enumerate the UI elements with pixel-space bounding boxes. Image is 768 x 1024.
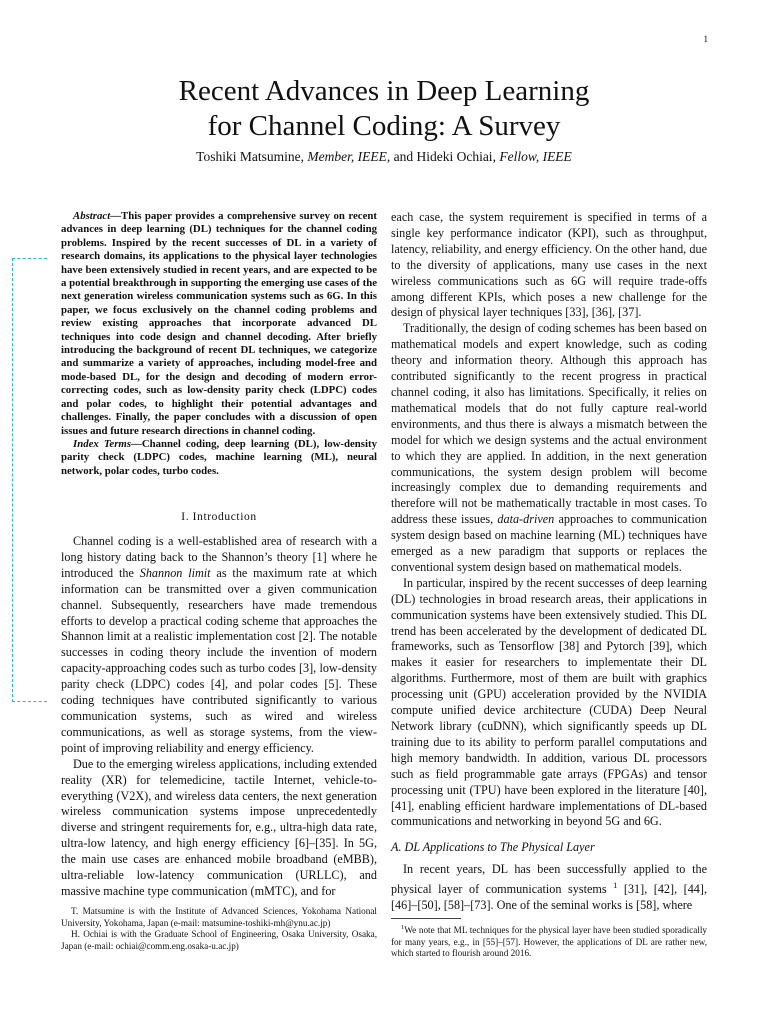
intro-p1-text-a: Channel coding is a well-established area of research with a long history dating back to the Shannon’s theory [1] where he introduced the	[61, 534, 377, 580]
right-p4-text-a: In recent years, DL has been successfully applied to the physical layer of communication systems	[391, 862, 707, 897]
author-affiliation-footnotes	[61, 906, 377, 952]
right-p2-text-a: Traditionally, the design of coding schemes has been based on mathematical models and expert knowledge, such as coding theory and information theory. Although this approach has contributed significantly to the recent progress in practical channel coding, it also has limitations. Specifically, it relies on mathematical models that do not fully capture real-world environments, and thus there is always a mismatch between the model for which we design systems and the actual environment to which they are applied. In addition, in the next generation communications, the system design problem will become increasingly complex due to demanding requirements and therefore will not be mathematically tractable in most cases. To address these issues,	[391, 321, 707, 527]
section-heading-introduction: I. Introduction	[181, 511, 257, 524]
footnote-author-2: H. Ochiai is with the Graduate School of Engineering, Osaka University, Osaka, Japan (e-mail: ochiai@comm.eng.osaka-u.ac.jp)	[61, 929, 377, 951]
intro-p1-text-b: as the maximum rate at which information can be transmitted over a given communication channel. Subsequently, researchers have made tremendous efforts to develop a practical coding scheme that approaches the Shannon limit at a realistic implementation cost [2]. The notable successes in coding theory include the invention of modern capacity-approaching codes such as turbo codes [3], low-density parity check (LDPC) codes [4], and polar codes [5]. These coding techniques have contributed significantly to various communication systems, such as wired and wireless communications, as well as storage systems, from the view-point of improving reliability and energy efficiency.	[61, 565, 377, 755]
subsection-heading-a: A. DL Applications to The Physical Layer	[391, 840, 595, 855]
right-p2-text-b: approaches to communication system design based on machine learning (ML) techniques have emerged as a new paradigm that supports or replaces the conventional system design based on mathematical models.	[391, 512, 707, 574]
right-paragraph-4	[391, 862, 707, 914]
author-2-role: Fellow, IEEE	[499, 149, 572, 164]
index-terms	[61, 438, 377, 478]
right-p4-text-b: [31], [42], [44], [46]–[50], [58]–[73]. One of the seminal works is [58], where	[391, 882, 707, 913]
left-column	[61, 210, 377, 900]
right-column	[391, 210, 707, 914]
right-paragraph-3: In particular, inspired by the recent successes of deep learning (DL) technologies in broad research areas, their applications in communication systems have been extensively studied. This DL trend has been accelerated by the development of dedicated DL frameworks, such as Tensorflow [38] and Pytorch [39], which makes it easier for researchers to implementate their DL algorithms. Furthermore, most of them are built with graphics processing unit (GPU) acceleration provided by the NVIDIA compute unified device architecture (CUDA) Deep Neural Network library (cuDNN), which significantly speeds up DL training due to its ability to perform parallel computations and high memory bandwidth. In addition, various DL processors such as field programmable gate arrays (FPGAs) and tensor processing unit (TPU) have been explored in the literature [40], [41], enabling efficient hardware implementations of DL-based communications and networking in beyond 5G and 6G.	[391, 575, 707, 829]
right-p2-emphasis: data-driven	[497, 512, 555, 527]
footnote-1-text: We note that ML techniques for the physical layer have been studied sporadically for many years, e.g., in [55]–[57]. However, the applications of DL are rather new, which started to flourish around 2016.	[391, 925, 707, 959]
author-line	[0, 149, 768, 165]
index-terms-text: —Channel coding, deep learning (DL), low-density parity check (LDPC) codes, machine learning (ML), neural network, polar codes, turbo codes.	[61, 437, 377, 477]
right-footnote-area	[391, 918, 707, 960]
author-1-role: Member, IEEE,	[307, 149, 391, 164]
footnote-1	[391, 922, 707, 960]
author-2: and Hideki Ochiai,	[393, 149, 496, 164]
intro-p1-emphasis: Shannon limit	[139, 565, 211, 580]
author-1: Toshiki Matsumine,	[196, 149, 304, 164]
title-line-2: for Channel Coding: A Survey	[207, 110, 561, 142]
footnote-rule	[391, 918, 461, 919]
intro-paragraph-1	[61, 534, 377, 757]
intro-paragraph-2: Due to the emerging wireless applications, including extended reality (XR) for telemedicine, tactile Internet, vehicle-to-everything (V2X), and wireless data centers, the next generation wireless communication systems impose unprecedentedly diverse and stringent requirements for, e.g., ultra-high data rate, ultra-low latency, and high energy efficiency [6]–[35]. In 5G, the main use cases are enhanced mobile broadband (eMBB), ultra-reliable low-latency communication (URLLC), and massive machine type communication (mMTC), and for	[61, 756, 377, 898]
selection-marker	[12, 258, 47, 702]
title-line-1: Recent Advances in Deep Learning	[178, 75, 590, 107]
abstract-label: Abstract	[73, 210, 111, 222]
footnote-ref: 1	[613, 880, 618, 891]
footnote-1-marker: 1	[401, 924, 405, 931]
paper-title	[0, 74, 768, 144]
abstract	[61, 210, 377, 438]
abstract-text: —This paper provides a comprehensive survey on recent advances in deep learning (DL) techniques for the channel coding problems. Inspired by the recent successes of DL in a variety of research domains, its applications to the physical layer technologies have been extensively studied in recent years, and are expected to be a potential breakthrough in supporting the emerging use cases of the next generation wireless communication systems such as 6G. In this paper, we focus exclusively on the channel coding problems and review existing approaches that incorporate advanced DL techniques into code design and channel decoding. After briefly introducing the background of recent DL techniques, we categorize and summarize a variety of approaches, including model-free and mode-based DL, for the design and decoding of modern error-correcting codes, such as low-density parity check (LDPC) codes and polar codes, to highlight their potential advantages and challenges. Finally, the paper concludes with a discussion of open issues and future research directions in channel coding.	[61, 210, 377, 437]
index-terms-label: Index Terms	[73, 437, 132, 450]
page-number: 1	[703, 34, 708, 44]
footnote-author-1: T. Matsumine is with the Institute of Advanced Sciences, Yokohama National University, Yokohama, Japan (e-mail: matsumine-toshiki-mh@ynu.ac.jp)	[61, 906, 377, 928]
right-paragraph-1: each case, the system requirement is specified in terms of a single key performance indicator (KPI), such as throughput, latency, reliability, and energy efficiency. On the other hand, due to the diversity of applications, many use cases in the next wireless communications such as 6G will require trade-offs among different KPIs, which poses a new challenge for the design of physical layer techniques [33], [36], [37].	[391, 210, 707, 320]
right-paragraph-2	[391, 321, 707, 576]
